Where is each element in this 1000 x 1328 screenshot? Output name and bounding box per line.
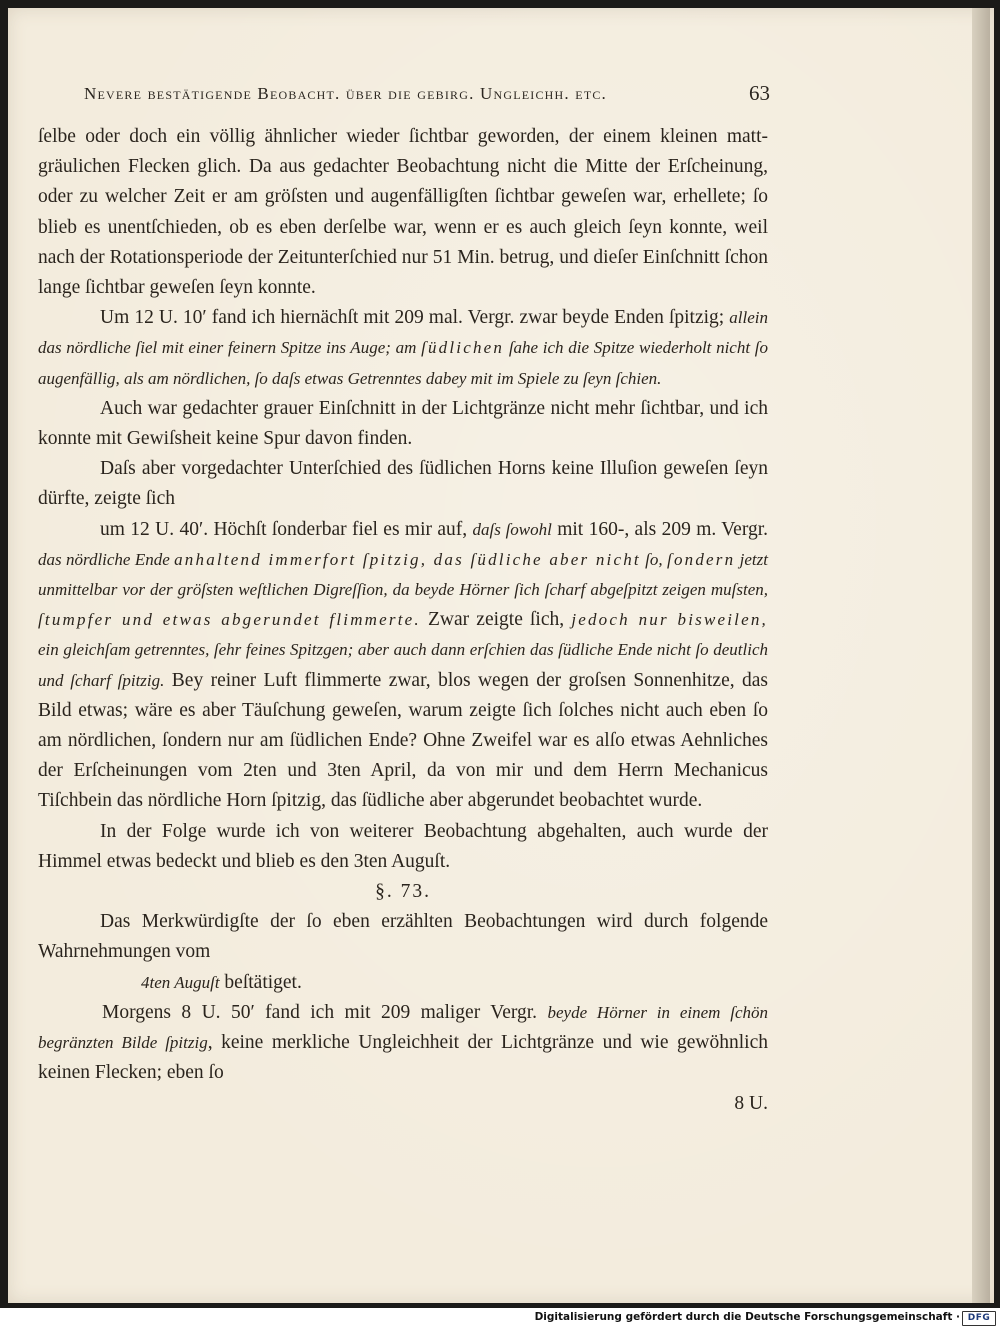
italic-run: das nördliche Ende <box>38 549 175 569</box>
paragraph-continuation: ſelbe oder doch ein völlig ähnlicher wieder ſichtbar geworden, der einem kleinen matt-gräulichen Flecken glich. Da aus gedachter Beobachtung nicht die Mitte der Erſcheinung, oder zu welcher Zeit er am gröſsten und augenfälligſten ſichtbar geweſen war, erhellete; ſo blieb es unentſchieden, ob es eben derſelbe war, wenn er es auch gleich ſeyn konnte, weil nach der Rotationsperiode der Zeitunterſchied nur 51 Min. betrug, und dieſer Einſchnitt ſchon lange ſichtbar geweſen ſeyn konnte. <box>38 126 768 299</box>
text-run: um 12 U. 40′. Höchſt ſonderbar fiel es mir auf, <box>100 518 473 540</box>
paragraph-merkwuerdigste: Das Merkwürdigſte der ſo eben erzählten Beobachtungen wird durch folgende Wahrnehmungen vom <box>38 911 768 963</box>
italic-run: 4ten Auguſt <box>141 972 220 992</box>
paragraph-12u10 <box>38 303 768 394</box>
text-run: , keine merkliche Ungleichheit der Lichtgränze und wie gewöhnlich keinen Flecken; eben ſo <box>38 1032 768 1084</box>
paragraph-einschnitt: Auch war gedachter grauer Einſchnitt in der Lichtgränze nicht mehr ſichtbar, und ich konnte mit Gewiſsheit keine Spur davon finden. <box>38 397 768 450</box>
text-run: Bey reiner Luft flimmerte zwar, blos wegen der groſsen Sonnenhitze, das Bild etwas; wäre es aber Täuſchung geweſen, warum zeigte ſich ſolches nicht auch eben ſo am nördlichen, ſondern nur am ſüdlichen Ende? Ohne Zweifel war es alſo etwas Aehnliches der Erſcheinungen vom 2ten und 3ten April, da von mir und dem Herrn Mechanicus Tiſchbein das nördliche Horn ſpitzig, das ſüdliche aber abgerundet beobachtet wurde. <box>38 669 768 812</box>
italic-run: allein das nördliche ſiel mit einer feinern Spitze ins Auge; am <box>38 308 768 358</box>
text-run: Morgens 8 U. 50′ fand ich mit 209 maliger Vergr. <box>102 1001 548 1023</box>
page-number: 63 <box>749 81 770 105</box>
page-edge <box>972 8 990 1303</box>
spaced-italic-run: jedoch nur bisweilen, <box>571 610 768 630</box>
spaced-italic-run: anhaltend immerfort ſpitzig, das ſüdliche aber nicht <box>174 549 641 569</box>
text-run: beſtätiget. <box>219 971 302 993</box>
paragraph-12u40 <box>38 515 768 817</box>
paragraph-4ten-august <box>38 968 768 998</box>
text-run: Um 12 U. 10′ fand ich hiernächſt mit 209 mal. Vergr. zwar beyde Enden ſpitzig; <box>100 307 730 329</box>
catchword: 8 U. <box>734 1092 768 1114</box>
digitization-footer <box>0 1308 1000 1328</box>
section-heading: §. 73. <box>375 881 431 903</box>
italic-run: ein gleichſam getrenntes, ſehr feines Spitzgen; aber auch dann erſchien das ſüdliche Ende nicht ſo deutlich und ſcharf ſpitzig. <box>38 640 768 690</box>
text-run: mit 160-, als 209 m. Vergr. <box>551 518 769 540</box>
running-head <box>84 81 770 114</box>
spaced-italic-run: ſtumpfer und etwas abgerundet flimmerte. <box>38 610 421 630</box>
italic-run: daſs ſowohl <box>472 519 552 539</box>
funding-credit: Digitalisierung gefördert durch die Deutsche Forschungsgemeinschaft · <box>534 1311 960 1323</box>
body-text <box>38 122 768 1119</box>
paragraph-illusion: Daſs aber vorgedachter Unterſchied des ſüdlichen Horns keine Illuſion geweſen ſeyn dürfte, zeigte ſich <box>38 458 768 510</box>
spaced-italic-run: ſondern <box>667 549 736 569</box>
italic-run: ſahe ich die Spitze wiederholt nicht ſo augenfällig, als am nördlichen, ſo daſs etwas Getrenntes dabey mit im Spiele zu ſeyn ſchien. <box>38 338 768 388</box>
dfg-logo: DFG <box>962 1311 996 1326</box>
italic-run: ſo, <box>640 549 668 569</box>
spaced-italic-run: ſüdlichen <box>421 338 505 358</box>
paragraph-morgens <box>38 998 768 1089</box>
text-run: Zwar zeigte ſich, <box>420 609 572 631</box>
italic-run: beyde Hörner in einem ſchön begränzten Bilde ſpitzig <box>38 1002 768 1053</box>
running-head-title: Nevere bestätigende Beobacht. über die gebirg. Ungleichh. etc. <box>84 84 608 103</box>
paragraph-folge: In der Folge wurde ich von weiterer Beobachtung abgehalten, auch wurde der Himmel etwas bedeckt und blieb es den 3ten Auguſt. <box>38 820 768 872</box>
italic-run: jetzt unmittelbar vor der gröſsten weſtlichen Digreſſion, da beyde Hörner ſich ſcharf abgeſpitzt zeigen muſsten, <box>38 549 768 600</box>
